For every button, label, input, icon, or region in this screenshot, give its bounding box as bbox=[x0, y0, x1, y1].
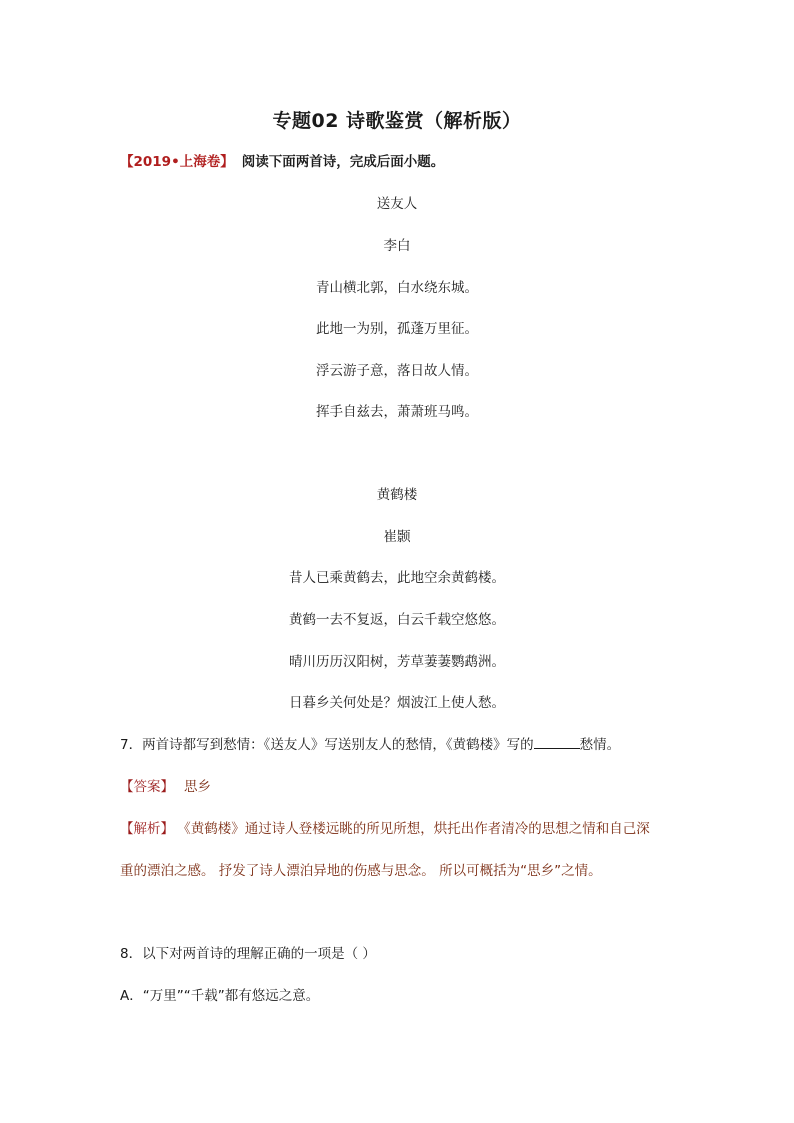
analysis-line: 重的漂泊之感。 抒发了诗人漂泊异地的伤感与思念。 所以可概括为“思乡”之情。 bbox=[120, 863, 602, 879]
option-a: A．“万里”“千载”都有悠远之意。 bbox=[120, 988, 320, 1004]
question-8: 8．以下对两首诗的理解正确的一项是（ ） bbox=[120, 946, 376, 962]
question-7-text-end: 愁情。 bbox=[579, 737, 621, 753]
poem1-author: 李白 bbox=[383, 238, 411, 254]
question-7 bbox=[120, 733, 620, 753]
poem2-author: 崔颢 bbox=[383, 529, 411, 545]
answer-blank bbox=[534, 736, 580, 749]
question-7-text: 7．两首诗都写到愁情：《送友人》写送别友人的愁情，《黄鹤楼》写的 bbox=[120, 737, 534, 753]
question-intro bbox=[120, 150, 444, 170]
source-tag: 【2019•上海卷】 bbox=[120, 154, 234, 170]
poem1-line: 此地一为别，孤蓬万里征。 bbox=[316, 321, 478, 337]
poem2-line: 日暮乡关何处是？烟波江上使人愁。 bbox=[289, 695, 505, 711]
analysis-text: 《黄鹤楼》通过诗人登楼远眺的所见所想，烘托出作者清冷的思想之情和自己深 bbox=[184, 821, 650, 837]
poem2-line: 昔人已乘黄鹤去，此地空余黄鹤楼。 bbox=[289, 570, 505, 586]
poem1-line: 青山横北郭，白水绕东城。 bbox=[316, 280, 478, 296]
poem1-line: 浮云游子意，落日故人情。 bbox=[316, 363, 478, 379]
poem2-line: 晴川历历汉阳树，芳草萋萋鹦鹉洲。 bbox=[289, 654, 505, 670]
answer-row bbox=[120, 775, 211, 795]
poem1-title: 送友人 bbox=[376, 196, 418, 212]
poem2-title: 黄鹤楼 bbox=[376, 487, 418, 503]
page-title: 专题02 诗歌鉴赏（解析版） bbox=[272, 110, 522, 132]
analysis-tag: 【解析】 bbox=[120, 821, 174, 837]
analysis-line bbox=[120, 817, 650, 837]
poem2-line: 黄鹤一去不复返，白云千载空悠悠。 bbox=[289, 612, 505, 628]
intro-text: 阅读下面两首诗，完成后面小题。 bbox=[241, 154, 445, 170]
poem1-line: 挥手自兹去，萧萧班马鸣。 bbox=[316, 404, 478, 420]
answer-text: 思乡 bbox=[184, 779, 211, 795]
answer-tag: 【答案】 bbox=[120, 779, 174, 795]
